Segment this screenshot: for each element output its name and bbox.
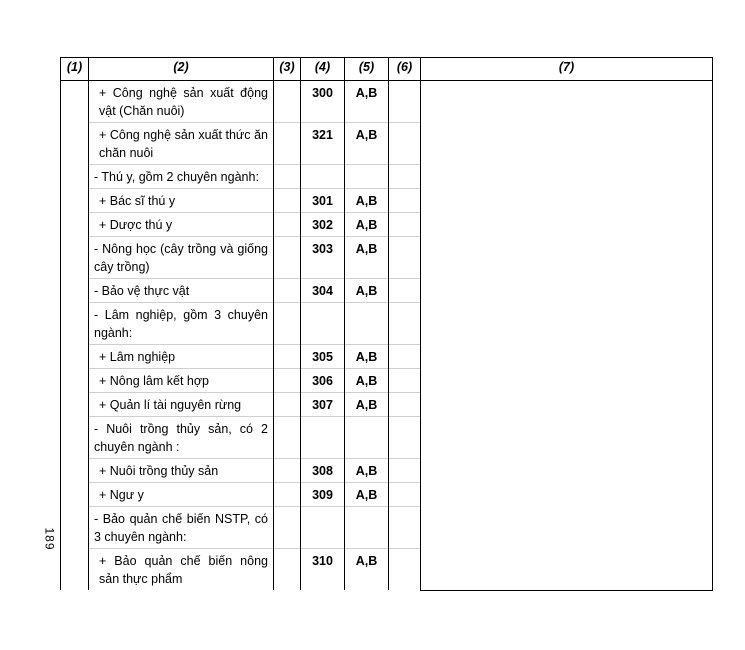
- program-name: - Bảo quản chế biến NSTP, có 3 chuyên ngành:: [89, 507, 274, 549]
- col-6-cell: [389, 165, 421, 189]
- exam-group: [345, 507, 389, 549]
- col-6-cell: [389, 549, 421, 591]
- col-3-cell: [274, 213, 301, 237]
- program-code: [301, 417, 345, 459]
- col-3-cell: [274, 549, 301, 591]
- col-6-cell: [389, 393, 421, 417]
- exam-group: A,B: [345, 369, 389, 393]
- program-name: + Bác sĩ thú y: [89, 189, 274, 213]
- header-row: [61, 58, 713, 81]
- exam-group: [345, 417, 389, 459]
- exam-group: [345, 165, 389, 189]
- program-name: + Bảo quản chế biến nông sản thực phẩm: [89, 549, 274, 591]
- col-3-cell: [274, 369, 301, 393]
- col-1-cell: [61, 81, 89, 591]
- header-col-3: (3): [274, 58, 301, 81]
- program-code: [301, 303, 345, 345]
- program-code: 300: [301, 81, 345, 123]
- col-3-cell: [274, 81, 301, 123]
- col-6-cell: [389, 303, 421, 345]
- col-6-cell: [389, 237, 421, 279]
- program-code: 308: [301, 459, 345, 483]
- header-col-7: (7): [421, 58, 713, 81]
- header-col-1: (1): [61, 58, 89, 81]
- col-3-cell: [274, 237, 301, 279]
- header-col-5: (5): [345, 58, 389, 81]
- program-code: 306: [301, 369, 345, 393]
- col-3-cell: [274, 345, 301, 369]
- col-3-cell: [274, 303, 301, 345]
- program-name: + Nuôi trồng thủy sản: [89, 459, 274, 483]
- program-code: 310: [301, 549, 345, 591]
- col-6-cell: [389, 507, 421, 549]
- col-6-cell: [389, 417, 421, 459]
- program-name: + Ngư y: [89, 483, 274, 507]
- col-3-cell: [274, 393, 301, 417]
- program-code: 307: [301, 393, 345, 417]
- col-3-cell: [274, 417, 301, 459]
- page-number: 189: [42, 527, 57, 551]
- program-name: - Thú y, gồm 2 chuyên ngành:: [89, 165, 274, 189]
- exam-group: A,B: [345, 483, 389, 507]
- program-name: - Lâm nghiệp, gồm 3 chuyên ngành:: [89, 303, 274, 345]
- col-6-cell: [389, 213, 421, 237]
- col-6-cell: [389, 459, 421, 483]
- program-name: + Công nghệ sản xuất thức ăn chăn nuôi: [89, 123, 274, 165]
- exam-group: A,B: [345, 549, 389, 591]
- program-code: 321: [301, 123, 345, 165]
- header-col-6: (6): [389, 58, 421, 81]
- col-3-cell: [274, 279, 301, 303]
- program-code: [301, 507, 345, 549]
- program-name: + Nông lâm kết hợp: [89, 369, 274, 393]
- exam-group: A,B: [345, 393, 389, 417]
- program-code: 302: [301, 213, 345, 237]
- header-col-4: (4): [301, 58, 345, 81]
- program-code: 305: [301, 345, 345, 369]
- program-code: 301: [301, 189, 345, 213]
- program-name: + Quản lí tài nguyên rừng: [89, 393, 274, 417]
- program-code: 309: [301, 483, 345, 507]
- exam-group: A,B: [345, 345, 389, 369]
- program-name: - Nuôi trồng thủy sản, có 2 chuyên ngành :: [89, 417, 274, 459]
- col-3-cell: [274, 189, 301, 213]
- col-6-cell: [389, 189, 421, 213]
- exam-group: A,B: [345, 237, 389, 279]
- program-name: + Lâm nghiệp: [89, 345, 274, 369]
- header-col-2: (2): [89, 58, 274, 81]
- col-3-cell: [274, 483, 301, 507]
- program-name: - Nông học (cây trồng và giống cây trồng): [89, 237, 274, 279]
- program-name: - Bảo vệ thực vật: [89, 279, 274, 303]
- col-3-cell: [274, 507, 301, 549]
- col-3-cell: [274, 123, 301, 165]
- exam-group: A,B: [345, 459, 389, 483]
- exam-group: [345, 303, 389, 345]
- col-7-cell: [421, 81, 713, 591]
- exam-group: A,B: [345, 189, 389, 213]
- col-6-cell: [389, 345, 421, 369]
- program-table: [60, 57, 713, 591]
- col-3-cell: [274, 165, 301, 189]
- col-6-cell: [389, 483, 421, 507]
- col-3-cell: [274, 459, 301, 483]
- exam-group: A,B: [345, 123, 389, 165]
- program-code: [301, 165, 345, 189]
- exam-group: A,B: [345, 81, 389, 123]
- program-code: 303: [301, 237, 345, 279]
- exam-group: A,B: [345, 213, 389, 237]
- col-6-cell: [389, 81, 421, 123]
- table-row: [61, 81, 713, 123]
- program-name: + Dược thú y: [89, 213, 274, 237]
- col-6-cell: [389, 123, 421, 165]
- col-6-cell: [389, 369, 421, 393]
- col-6-cell: [389, 279, 421, 303]
- program-name: + Công nghệ sản xuất động vật (Chăn nuôi): [89, 81, 274, 123]
- program-code: 304: [301, 279, 345, 303]
- exam-group: A,B: [345, 279, 389, 303]
